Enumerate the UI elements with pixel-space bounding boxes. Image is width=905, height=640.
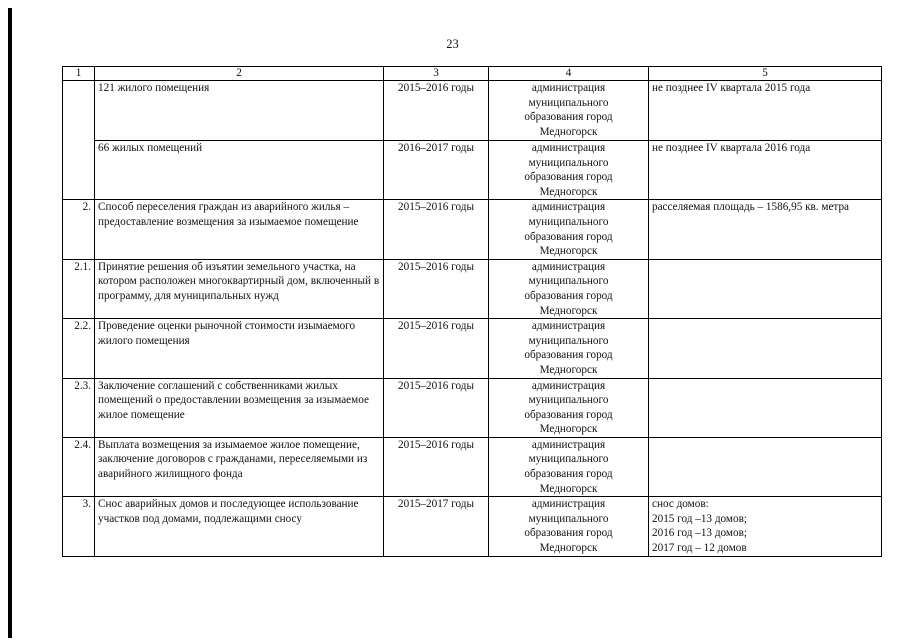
period-cell: 2015–2016 годы (384, 319, 489, 378)
activity-cell: Принятие решения об изъятии земельного участка, на котором расположен многоквартирный дом, включенный в программу, для муниципальных нужд (95, 259, 384, 318)
column-header: 4 (489, 67, 649, 81)
period-cell: 2015–2017 годы (384, 497, 489, 556)
column-header: 1 (63, 67, 95, 81)
activity-cell: 121 жилого помещения (95, 81, 384, 141)
result-cell (649, 259, 882, 318)
result-cell: не позднее IV квартала 2015 года (649, 81, 882, 141)
executor-cell: администрация муниципального образования город Медногорск (489, 81, 649, 141)
table-row (63, 437, 882, 496)
result-cell: снос домов: 2015 год –13 домов; 2016 год –13 домов; 2017 год – 12 домов (649, 497, 882, 556)
page-number: 23 (446, 37, 459, 51)
left-margin-rule (8, 8, 12, 638)
period-cell: 2015–2016 годы (384, 437, 489, 496)
period-cell: 2015–2016 годы (384, 259, 489, 318)
row-number-cell: 2.3. (63, 378, 95, 437)
row-number-cell: 2.1. (63, 259, 95, 318)
result-cell: не позднее IV квартала 2016 года (649, 141, 882, 200)
activity-cell: Снос аварийных домов и последующее использование участков под домами, подлежащими сносу (95, 497, 384, 556)
result-cell (649, 437, 882, 496)
row-number-cell: 2. (63, 200, 95, 259)
executor-cell: администрация муниципального образования город Медногорск (489, 497, 649, 556)
column-header: 5 (649, 67, 882, 81)
period-cell: 2015–2016 годы (384, 200, 489, 259)
activity-cell: Заключение соглашений с собственниками жилых помещений о предоставлении возмещения за изымаемое жилое помещение (95, 378, 384, 437)
row-number-cell (63, 81, 95, 200)
period-cell: 2016–2017 годы (384, 141, 489, 200)
table-row (63, 200, 882, 259)
activity-cell: Способ переселения граждан из аварийного жилья – предоставление возмещения за изымаемое помещение (95, 200, 384, 259)
table-row (63, 81, 882, 141)
executor-cell: администрация муниципального образования город Медногорск (489, 319, 649, 378)
row-number-cell: 2.2. (63, 319, 95, 378)
executor-cell: администрация муниципального образования город Медногорск (489, 200, 649, 259)
executor-cell: администрация муниципального образования город Медногорск (489, 259, 649, 318)
executor-cell: администрация муниципального образования город Медногорск (489, 378, 649, 437)
executor-cell: администрация муниципального образования город Медногорск (489, 141, 649, 200)
program-activities-table (62, 66, 882, 557)
column-header: 3 (384, 67, 489, 81)
table-row (63, 319, 882, 378)
activity-cell: Проведение оценки рыночной стоимости изымаемого жилого помещения (95, 319, 384, 378)
table-row (63, 141, 882, 200)
result-cell (649, 378, 882, 437)
activity-cell: Выплата возмещения за изымаемое жилое помещение, заключение договоров с гражданами, переселяемыми из аварийного жилищного фонда (95, 437, 384, 496)
table-row (63, 259, 882, 318)
executor-cell: администрация муниципального образования город Медногорск (489, 437, 649, 496)
column-header: 2 (95, 67, 384, 81)
row-number-cell: 2.4. (63, 437, 95, 496)
row-number-cell: 3. (63, 497, 95, 556)
period-cell: 2015–2016 годы (384, 378, 489, 437)
table-row (63, 378, 882, 437)
table-header-row (63, 67, 882, 81)
table-row (63, 497, 882, 556)
activity-cell: 66 жилых помещений (95, 141, 384, 200)
result-cell: расселяемая площадь – 1586,95 кв. метра (649, 200, 882, 259)
period-cell: 2015–2016 годы (384, 81, 489, 141)
result-cell (649, 319, 882, 378)
